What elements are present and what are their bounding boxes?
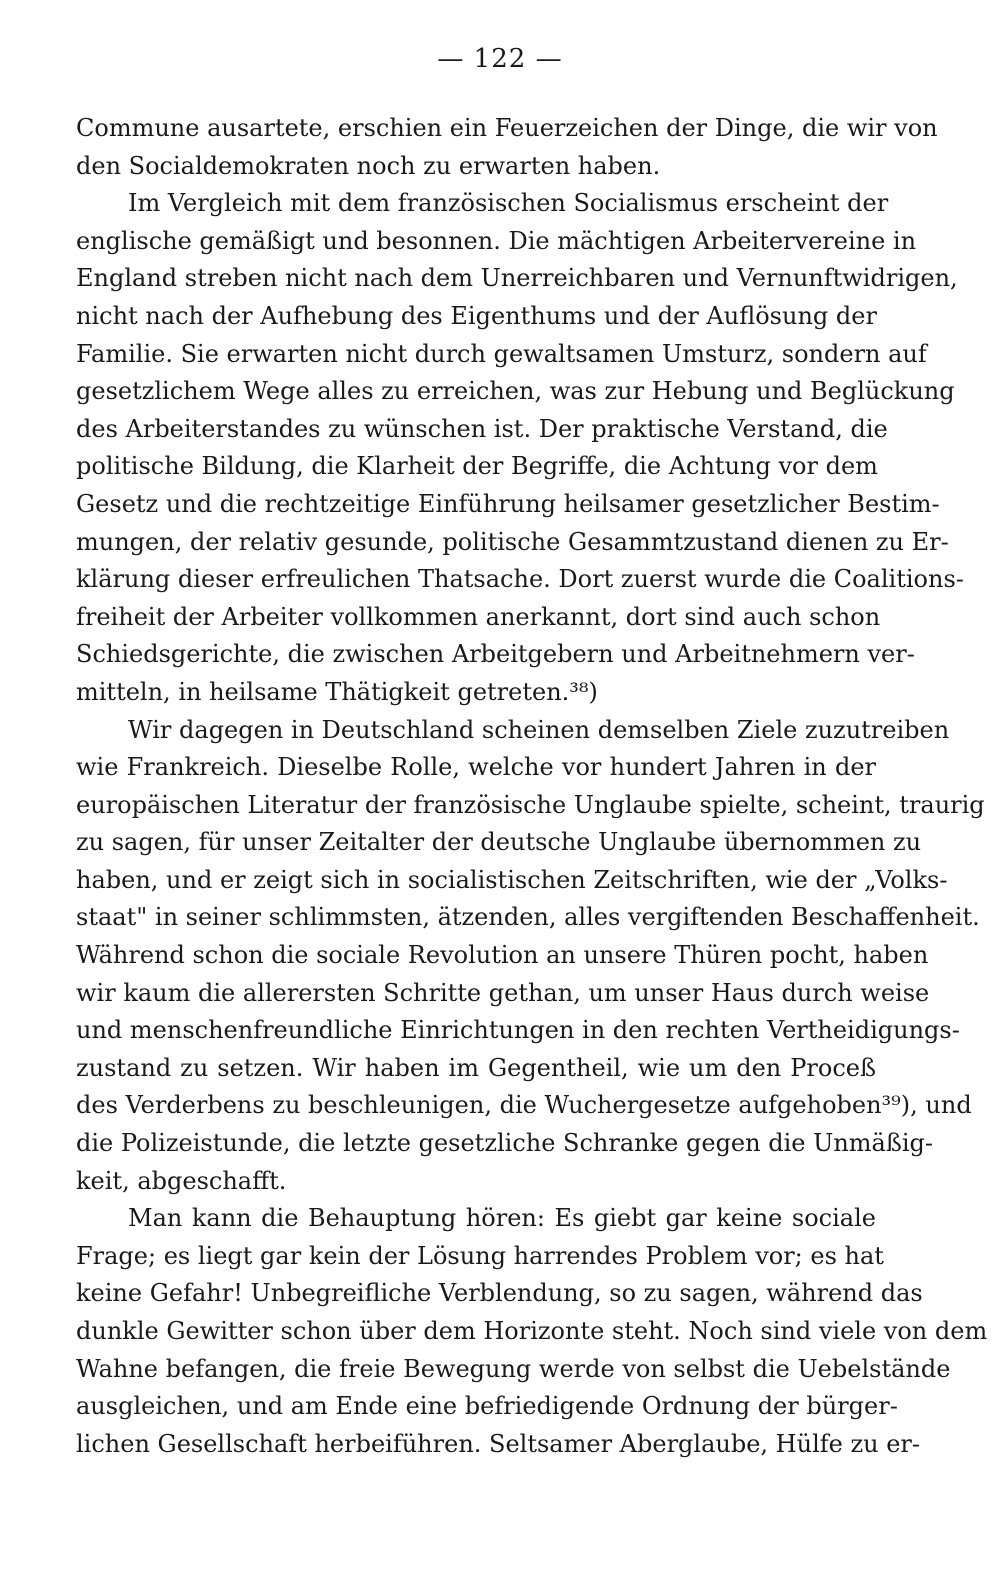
text-line: Frage; es liegt gar kein der Lösung harrendes Problem vor; es hat bbox=[76, 1241, 884, 1270]
text-line: politische Bildung, die Klarheit der Begriffe, die Achtung vor dem bbox=[76, 452, 878, 481]
page-number: — 122 — bbox=[437, 44, 563, 74]
text-line: mitteln, in heilsame Thätigkeit getreten.³⁸) bbox=[76, 677, 598, 706]
text-line: Schiedsgerichte, die zwischen Arbeitgebern und Arbeitnehmern ver- bbox=[76, 640, 915, 669]
text-line: staat" in seiner schlimmsten, ätzenden, alles vergiftenden Beschaffenheit. bbox=[76, 903, 980, 932]
text-line: und menschenfreundliche Einrichtungen in den rechten Vertheidigungs- bbox=[76, 1016, 960, 1045]
text-line: den Socialdemokraten noch zu erwarten haben. bbox=[76, 151, 661, 180]
text-line: Man kann die Behauptung hören: Es giebt gar keine sociale bbox=[128, 1204, 876, 1233]
text-line: wir kaum die allerersten Schritte gethan, um unser Haus durch weise bbox=[76, 978, 930, 1007]
text-line: die Polizeistunde, die letzte gesetzliche Schranke gegen die Unmäßig- bbox=[76, 1129, 934, 1158]
text-line: keit, abgeschafft. bbox=[76, 1166, 287, 1195]
text-line: zustand zu setzen. Wir haben im Gegentheil, wie um den Proceß bbox=[76, 1053, 876, 1082]
text-line: gesetzlichem Wege alles zu erreichen, was zur Hebung und Beglückung bbox=[76, 377, 955, 406]
text-line: englische gemäßigt und besonnen. Die mächtigen Arbeitervereine in bbox=[76, 226, 917, 255]
text-line: mungen, der relativ gesunde, politische Gesammtzustand dienen zu Er- bbox=[76, 527, 949, 556]
text-line: Während schon die sociale Revolution an unsere Thüren pocht, haben bbox=[76, 941, 929, 970]
text-line: haben, und er zeigt sich in socialistischen Zeitschriften, wie der „Volks- bbox=[76, 865, 948, 894]
text-line: wie Frankreich. Dieselbe Rolle, welche vor hundert Jahren in der bbox=[76, 753, 876, 782]
text-line: europäischen Literatur der französische Unglaube spielte, scheint, traurig bbox=[76, 790, 985, 819]
text-line: des Arbeiterstandes zu wünschen ist. Der praktische Verstand, die bbox=[76, 414, 888, 443]
text-line: ausgleichen, und am Ende eine befriedigende Ordnung der bürger- bbox=[76, 1392, 898, 1421]
text-line: keine Gefahr! Unbegreifliche Verblendung, so zu sagen, während das bbox=[76, 1279, 923, 1308]
text-line: Wahne befangen, die freie Bewegung werde von selbst die Uebelstände bbox=[76, 1354, 951, 1383]
body-text bbox=[76, 110, 988, 1463]
text-line: zu sagen, für unser Zeitalter der deutsche Unglaube übernommen zu bbox=[76, 828, 922, 857]
text-line: lichen Gesellschaft herbeiführen. Seltsamer Aberglaube, Hülfe zu er- bbox=[76, 1429, 920, 1458]
text-line: freiheit der Arbeiter vollkommen anerkannt, dort sind auch schon bbox=[76, 602, 881, 631]
text-line: Commune ausartete, erschien ein Feuerzeichen der Dinge, die wir von bbox=[76, 114, 938, 142]
text-line: nicht nach der Aufhebung des Eigenthums und der Auflösung der bbox=[76, 301, 877, 330]
text-line: dunkle Gewitter schon über dem Horizonte steht. Noch sind viele von dem bbox=[76, 1317, 988, 1345]
text-line: Familie. Sie erwarten nicht durch gewaltsamen Umsturz, sondern auf bbox=[76, 339, 927, 368]
text-line: Gesetz und die rechtzeitige Einführung heilsamer gesetzlicher Bestim- bbox=[76, 489, 940, 518]
text-line: des Verderbens zu beschleunigen, die Wuchergesetze aufgehoben³⁹), und bbox=[76, 1091, 972, 1120]
text-line: klärung dieser erfreulichen Thatsache. Dort zuerst wurde die Coalitions- bbox=[76, 565, 964, 594]
text-line: England streben nicht nach dem Unerreichbaren und Vernunftwidrigen, bbox=[76, 264, 958, 293]
text-line: Wir dagegen in Deutschland scheinen demselben Ziele zuzutreiben bbox=[128, 715, 950, 744]
text-line: Im Vergleich mit dem französischen Socialismus erscheint der bbox=[128, 189, 889, 218]
